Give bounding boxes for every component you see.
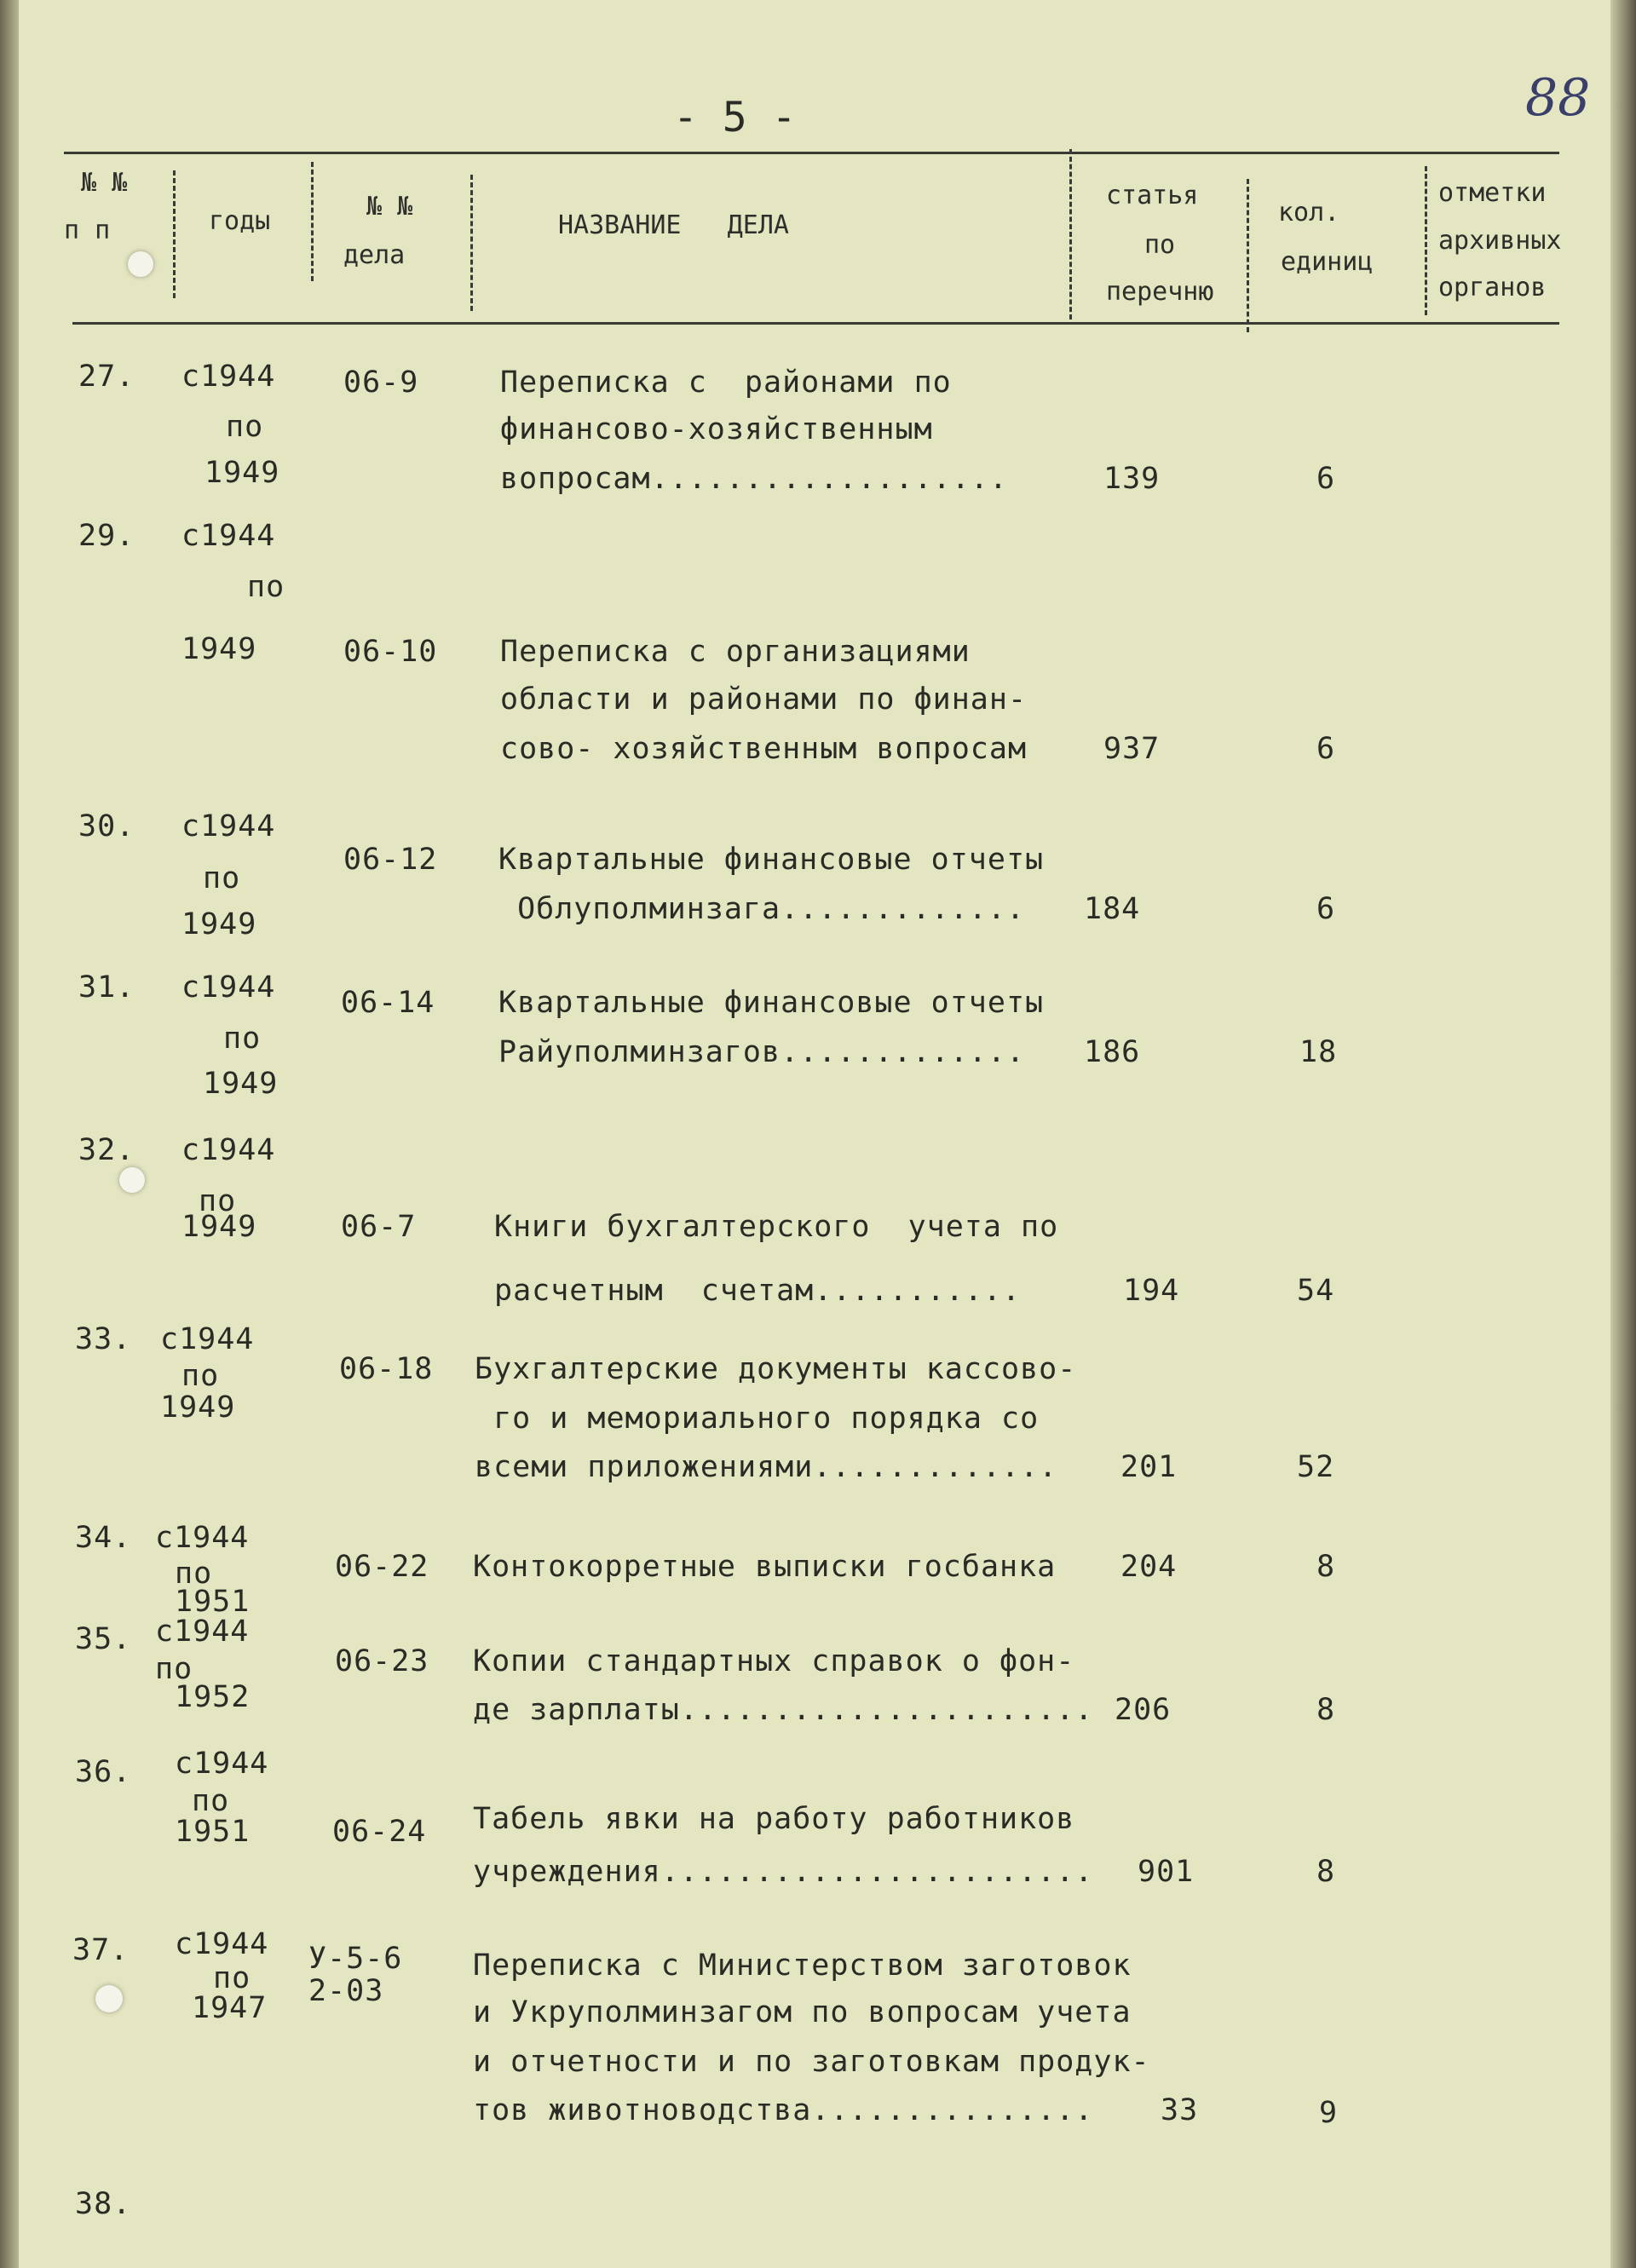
row-title-line: тов животноводства...............: [473, 2093, 1094, 2127]
punch-hole: [119, 1167, 145, 1193]
page-edge-shadow-right: [1610, 0, 1636, 2268]
row-years-from: с1944: [181, 519, 276, 553]
header-separator: [470, 175, 473, 311]
row-title-line: области и районами по финан-: [500, 682, 1028, 717]
row-title-line: расчетным счетам...........: [494, 1274, 1022, 1308]
row-article: 937: [1103, 732, 1161, 766]
row-years-to-label: по: [199, 1184, 237, 1218]
row-quantity: 6: [1316, 732, 1336, 766]
row-title-line: де зарплаты......................: [473, 1693, 1094, 1727]
header-years: годы: [209, 206, 271, 236]
row-number: 38.: [75, 2187, 132, 2221]
row-title-line: Переписка с Министерством заготовок: [473, 1949, 1132, 1983]
header-marks-line1: отметки: [1438, 178, 1547, 208]
row-quantity: 8: [1316, 1550, 1336, 1584]
row-years-to: 1949: [181, 1210, 257, 1244]
row-quantity: 6: [1316, 462, 1336, 496]
row-number: 34.: [75, 1521, 132, 1555]
header-quantity-line2: единиц: [1281, 247, 1374, 277]
header-separator: [1425, 166, 1427, 315]
page-edge-shadow-left: [0, 0, 19, 2268]
row-title-line: и Укруполминзагом по вопросам учета: [473, 1995, 1132, 2029]
row-number: 30.: [78, 809, 135, 843]
row-number: 35.: [75, 1622, 132, 1656]
row-years-to: 1949: [203, 1067, 279, 1101]
row-number: 33.: [75, 1322, 132, 1356]
row-title-line: Контокорретные выписки госбанка: [473, 1550, 1057, 1584]
row-number: 31.: [78, 970, 135, 1004]
row-title-line: учреждения.......................: [473, 1855, 1094, 1889]
row-article: 901: [1138, 1855, 1195, 1889]
row-years-from: с1944: [181, 360, 276, 394]
row-quantity: 6: [1316, 892, 1336, 926]
row-years-from: с1944: [155, 1521, 250, 1555]
row-years-to: 1949: [181, 907, 257, 941]
row-years-to-label: по: [213, 1961, 251, 1995]
row-case-number-line2: 2-03: [308, 1974, 384, 2008]
row-quantity: 54: [1297, 1274, 1335, 1308]
header-separator: [311, 162, 314, 281]
row-case-number: 06-22: [335, 1550, 429, 1584]
row-title-line: Табель явки на работу работников: [473, 1802, 1075, 1836]
header-separator: [1247, 179, 1249, 332]
row-title-line: Копии стандартных справок о фон-: [473, 1644, 1075, 1678]
row-years-from: с1944: [155, 1615, 250, 1649]
header-article-line1: статья: [1106, 181, 1199, 210]
row-years-to: 1949: [181, 632, 257, 666]
row-title-line: и отчетности и по заготовкам продук-: [473, 2045, 1150, 2079]
row-years-to: 1947: [192, 1991, 268, 2025]
row-case-number: 06-12: [343, 843, 438, 877]
row-quantity: 8: [1316, 1855, 1336, 1889]
header-marks-line2: архивных: [1438, 226, 1562, 256]
row-number: 37.: [72, 1933, 130, 1967]
row-years-from: с1944: [175, 1927, 269, 1961]
row-title-line: Облуполминзага.............: [498, 892, 1026, 926]
row-years-from: с1944: [181, 809, 276, 843]
header-article-line3: перечню: [1106, 277, 1214, 307]
row-title-line: Книги бухгалтерского учета по: [494, 1210, 1059, 1244]
row-quantity: 8: [1316, 1693, 1336, 1727]
header-number-line1: № №: [81, 168, 128, 198]
row-title-line: Бухгалтерские документы кассово-: [475, 1352, 1077, 1386]
punch-hole: [95, 1985, 123, 2012]
row-article: 184: [1084, 892, 1141, 926]
row-years-to-label: по: [223, 1022, 262, 1056]
row-title-line: Квартальные финансовые отчеты: [498, 843, 1045, 877]
row-quantity: 18: [1299, 1035, 1338, 1069]
row-years-to-label: по: [247, 570, 285, 604]
row-years-from: с1944: [160, 1322, 255, 1356]
row-years-to: 1949: [204, 456, 280, 490]
row-case-number: 06-10: [343, 635, 438, 669]
row-title-line: финансово-хозяйственным: [500, 412, 933, 446]
header-article-line2: по: [1144, 230, 1176, 260]
row-case-number: У-5-6: [308, 1942, 403, 1976]
row-case-number: 06-7: [341, 1210, 417, 1244]
header-case-number-line1: № №: [366, 192, 413, 222]
row-number: 29.: [78, 519, 135, 553]
header-quantity-line1: кол.: [1278, 198, 1340, 227]
row-article: 186: [1084, 1035, 1141, 1069]
row-number: 27.: [78, 360, 135, 394]
row-number: 36.: [75, 1755, 132, 1789]
header-case-number-line2: дела: [343, 240, 406, 270]
row-article: 206: [1115, 1693, 1172, 1727]
row-article: 201: [1120, 1450, 1178, 1484]
row-number: 32.: [78, 1133, 135, 1167]
row-years-from: с1944: [181, 1133, 276, 1167]
header-marks-line3: органов: [1438, 273, 1547, 302]
row-years-to: 1952: [175, 1680, 251, 1714]
row-years-to-label: по: [181, 1359, 220, 1393]
row-case-number: 06-18: [339, 1352, 434, 1386]
row-quantity: 9: [1319, 2096, 1339, 2130]
row-article: 139: [1103, 462, 1161, 496]
row-years-to-label: по: [192, 1784, 230, 1818]
row-title-line: вопросам...................: [500, 462, 1008, 496]
row-years-to-label: по: [203, 861, 241, 895]
row-case-number: 06-14: [341, 986, 435, 1020]
row-title-line: Квартальные финансовые отчеты: [498, 986, 1045, 1020]
header-bottom-rule: [72, 322, 1559, 325]
row-title-line: Переписка с организациями: [500, 635, 971, 669]
header-number-line2: п п: [64, 216, 111, 245]
punch-hole: [128, 251, 153, 277]
row-article: 204: [1120, 1550, 1178, 1584]
row-title-line: го и мемориального порядка со: [475, 1402, 1040, 1436]
header-separator: [173, 170, 176, 298]
row-case-number: 06-24: [332, 1815, 427, 1849]
row-years-to-label: по: [226, 410, 264, 444]
row-title-line: Переписка с районами по: [500, 366, 952, 400]
row-years-to-label: по: [155, 1652, 193, 1686]
row-title-line: всеми приложениями.............: [475, 1450, 1058, 1484]
header-top-rule: [64, 152, 1559, 154]
row-years-to: 1951: [175, 1815, 251, 1849]
row-years-from: с1944: [181, 970, 276, 1004]
row-years-to: 1951: [175, 1585, 251, 1619]
row-article: 194: [1123, 1274, 1180, 1308]
header-case-title: НАЗВАНИЕ ДЕЛА: [558, 210, 789, 240]
row-years-from: с1944: [175, 1747, 269, 1781]
page-number: - 5 -: [673, 94, 797, 141]
row-quantity: 52: [1297, 1450, 1335, 1484]
row-case-number: 06-23: [335, 1644, 429, 1678]
row-title-line: Райуполминзагов.............: [498, 1035, 1026, 1069]
row-years-to-label: по: [175, 1557, 213, 1591]
archive-folio-mark: 88: [1525, 68, 1591, 128]
row-title-line: сово- хозяйственным вопросам: [500, 732, 1028, 766]
row-article: 33: [1161, 2093, 1199, 2127]
row-case-number: 06-9: [343, 366, 419, 400]
header-separator: [1069, 149, 1072, 319]
row-years-to: 1949: [160, 1390, 236, 1425]
